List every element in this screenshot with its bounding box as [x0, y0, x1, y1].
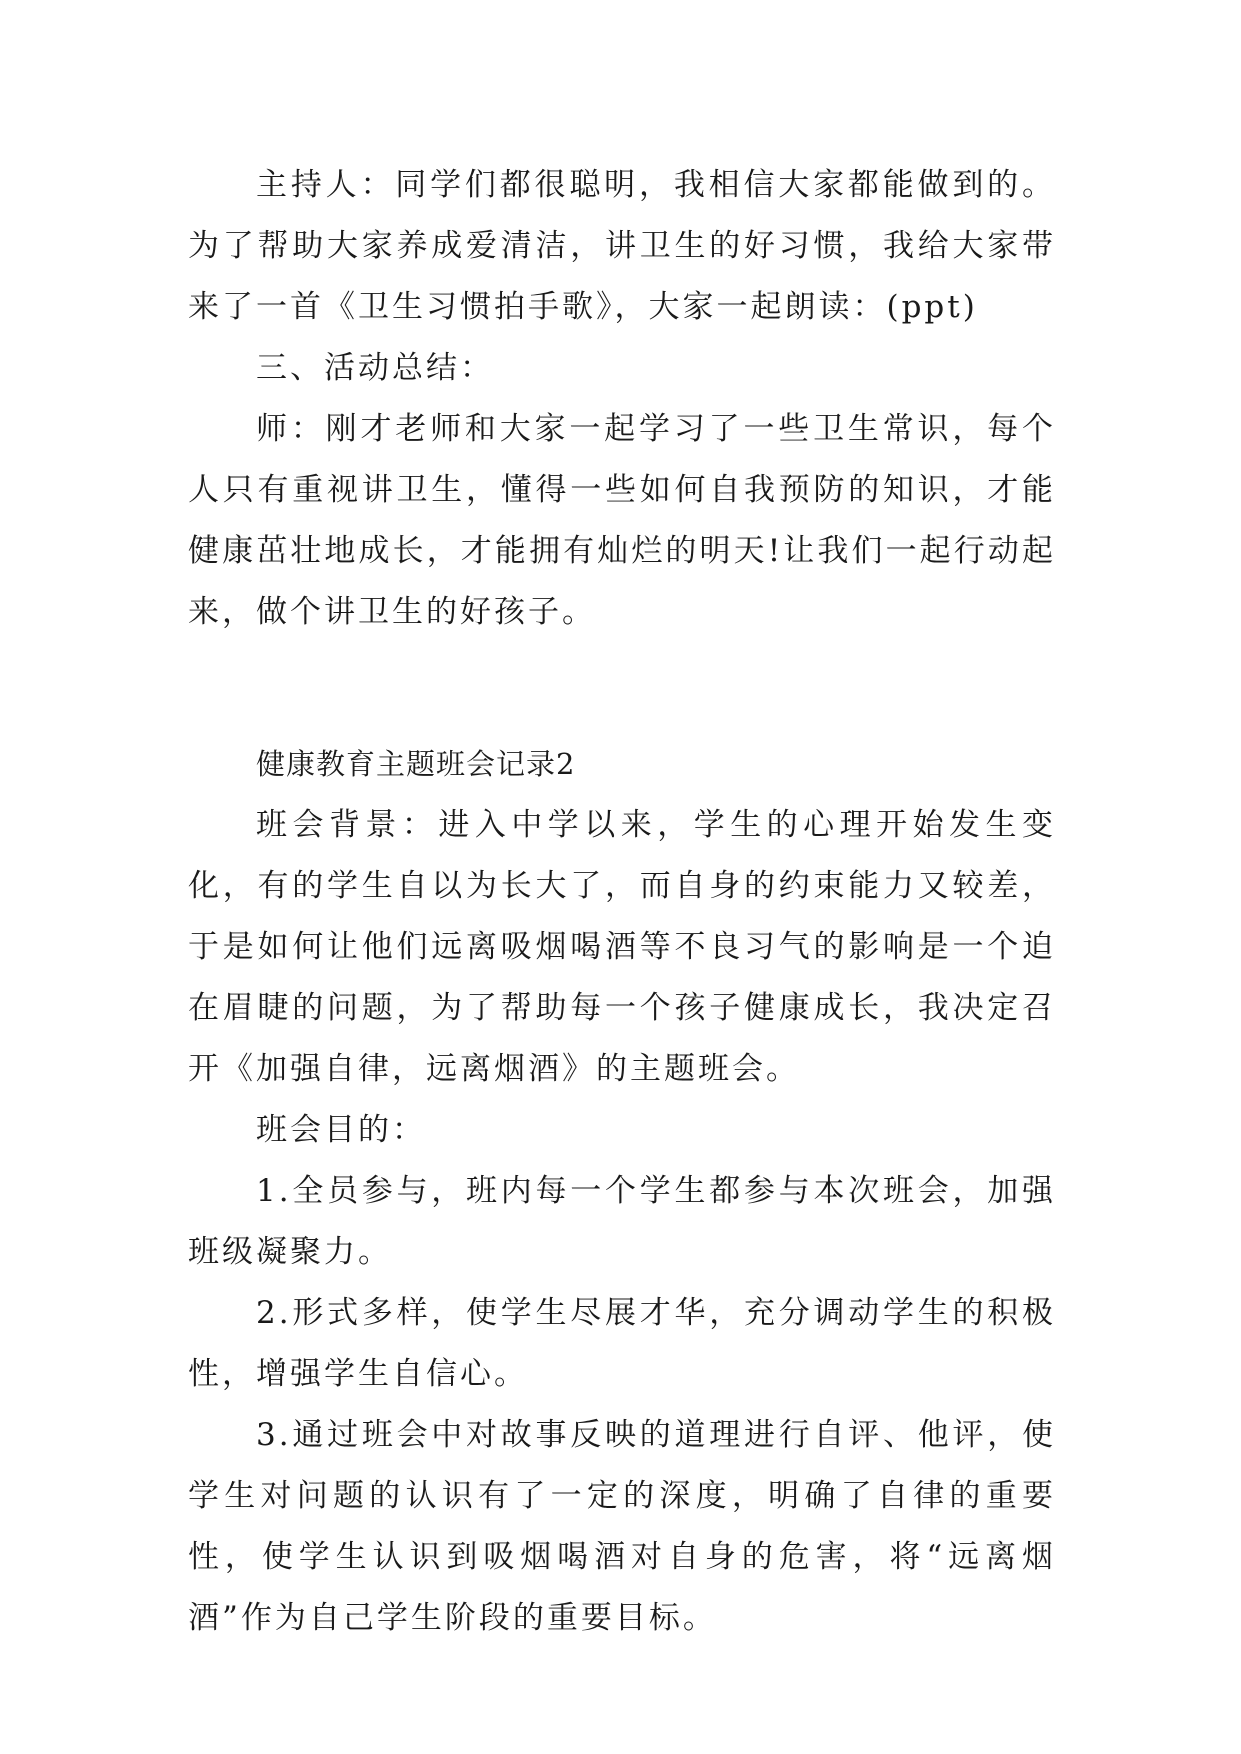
section-heading: 健康教育主题班会记录2	[256, 747, 576, 781]
paragraph-purpose-1: 1.全员参与，班内每一个学生都参与本次班会，加强班级凝聚力。	[188, 1173, 1056, 1270]
paragraph-meeting-background: 班会背景：进入中学以来，学生的心理开始发生变化，有的学生自以为长大了，而自身的约束能力又较差，于是如何让他们远离吸烟喝酒等不良习气的影响是一个迫在眉睫的问题，为了帮助每一个孩子健康成长，我决定召开《加强自律，远离烟酒》的主题班会。	[188, 807, 1056, 1087]
paragraph-teacher-summary: 师：刚才老师和大家一起学习了一些卫生常识，每个人只有重视讲卫生，懂得一些如何自我预防的知识，才能健康茁壮地成长，才能拥有灿烂的明天!让我们一起行动起来，做个讲卫生的好孩子。	[188, 411, 1056, 630]
paragraph-host-speech: 主持人：同学们都很聪明，我相信大家都能做到的。为了帮助大家养成爱清洁，讲卫生的好习惯，我给大家带来了一首《卫生习惯拍手歌》，大家一起朗读：(ppt)	[188, 167, 1056, 325]
paragraph-purpose-2: 2.形式多样，使学生尽展才华，充分调动学生的积极性，增强学生自信心。	[188, 1295, 1056, 1392]
section-gap	[188, 643, 1056, 734]
document-body	[188, 155, 1056, 1649]
paragraph-meeting-purpose-title: 班会目的：	[256, 1112, 426, 1148]
paragraph-purpose-3: 3.通过班会中对故事反映的道理进行自评、他评，使学生对问题的认识有了一定的深度，明确了自律的重要性，使学生认识到吸烟喝酒对自身的危害，将“远离烟酒”作为自己学生阶段的重要目标。	[188, 1417, 1056, 1636]
paragraph-activity-summary-title: 三、活动总结：	[256, 350, 494, 386]
